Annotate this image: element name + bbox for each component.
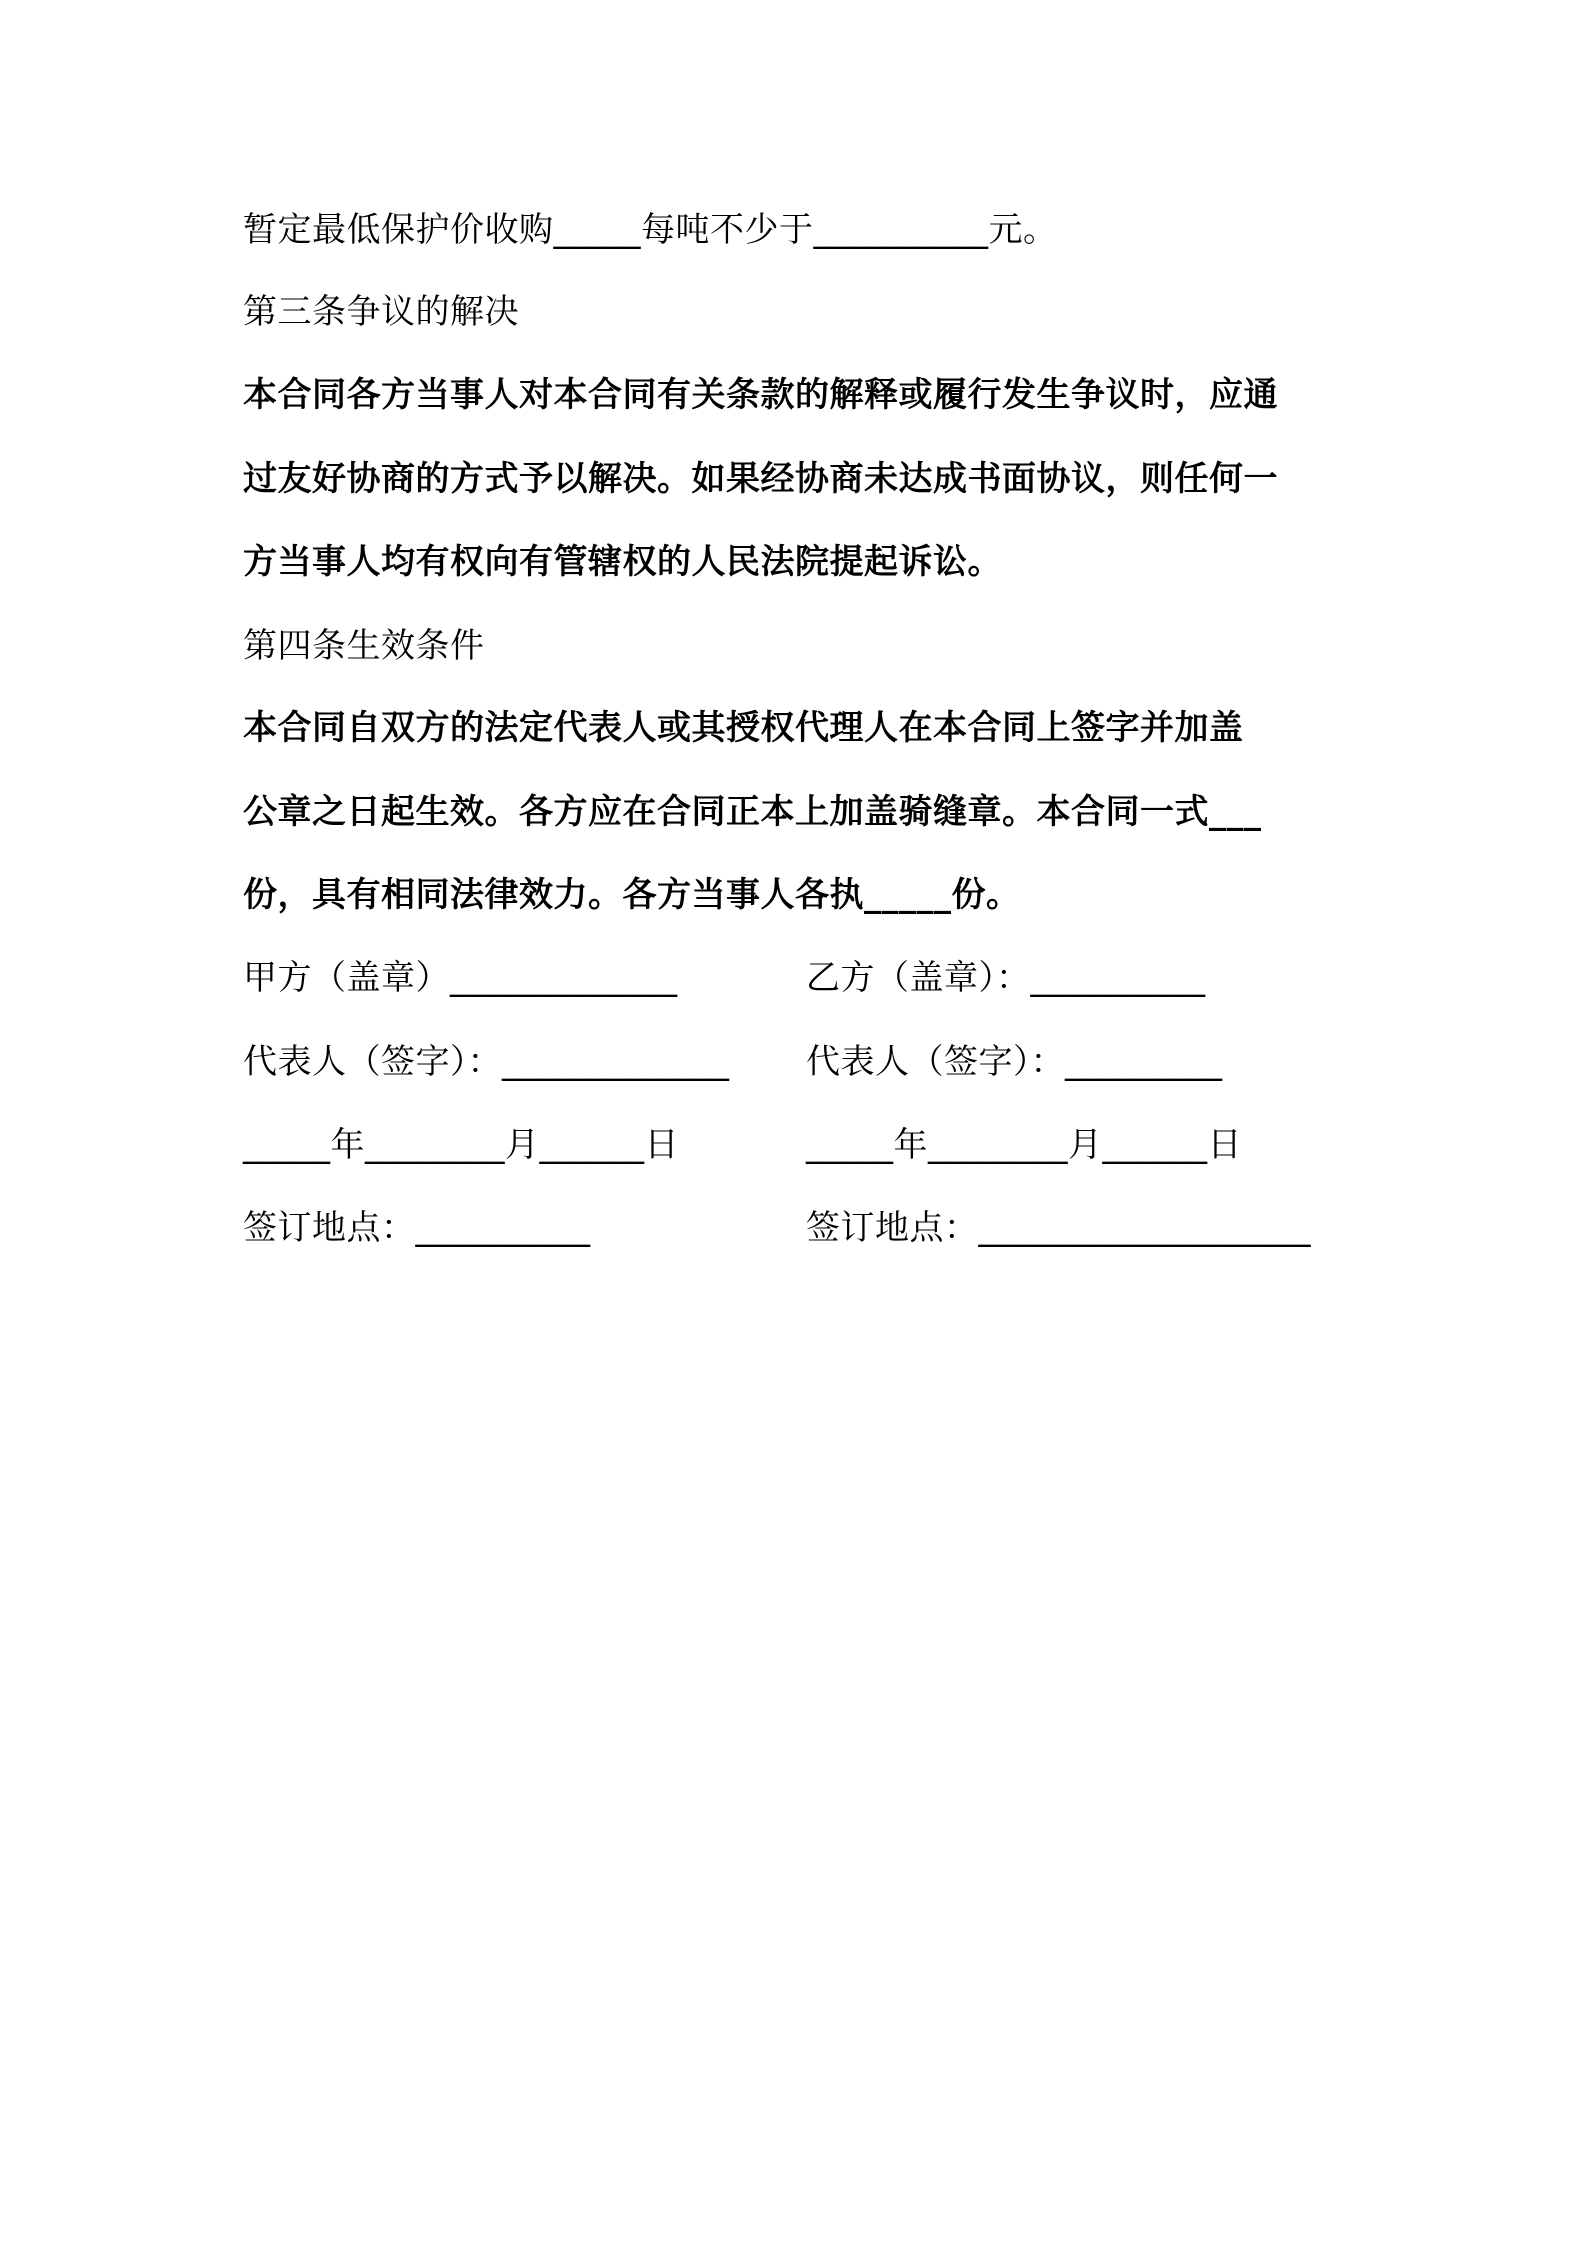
party-b-signing-place-field: 签订地点：___________________ xyxy=(806,1208,1311,1248)
paragraph-line: 份，具有相同法律效力。各方当事人各执_____份。 xyxy=(243,875,1021,915)
party-a-date-field: _____年________月______日 xyxy=(243,1125,679,1165)
party-b-seal-field: 乙方（盖章）：__________ xyxy=(806,958,1206,998)
paragraph-line: 本合同自双方的法定代表人或其授权代理人在本合同上签字并加盖 xyxy=(243,708,1244,748)
party-b-representative-field: 代表人（签字）：_________ xyxy=(806,1042,1223,1082)
section-heading: 第四条生效条件 xyxy=(243,626,485,666)
paragraph-line: 暂定最低保护价收购_____每吨不少于__________元。 xyxy=(243,210,1058,250)
paragraph-line: 过友好协商的方式予以解决。如果经协商未达成书面协议，则任何一 xyxy=(243,459,1278,499)
paragraph-line: 公章之日起生效。各方应在合同正本上加盖骑缝章。本合同一式___ xyxy=(243,792,1262,832)
paragraph-line: 方当事人均有权向有管辖权的人民法院提起诉讼。 xyxy=(243,542,1002,582)
party-a-signing-place-field: 签订地点：__________ xyxy=(243,1208,591,1248)
party-b-date-field: _____年________月______日 xyxy=(806,1125,1242,1165)
party-a-representative-field: 代表人（签字）：_____________ xyxy=(243,1042,730,1082)
paragraph-line: 本合同各方当事人对本合同有关条款的解释或履行发生争议时，应通 xyxy=(243,375,1278,415)
party-a-seal-field: 甲方（盖章）_____________ xyxy=(243,958,678,998)
section-heading: 第三条争议的解决 xyxy=(243,292,519,332)
